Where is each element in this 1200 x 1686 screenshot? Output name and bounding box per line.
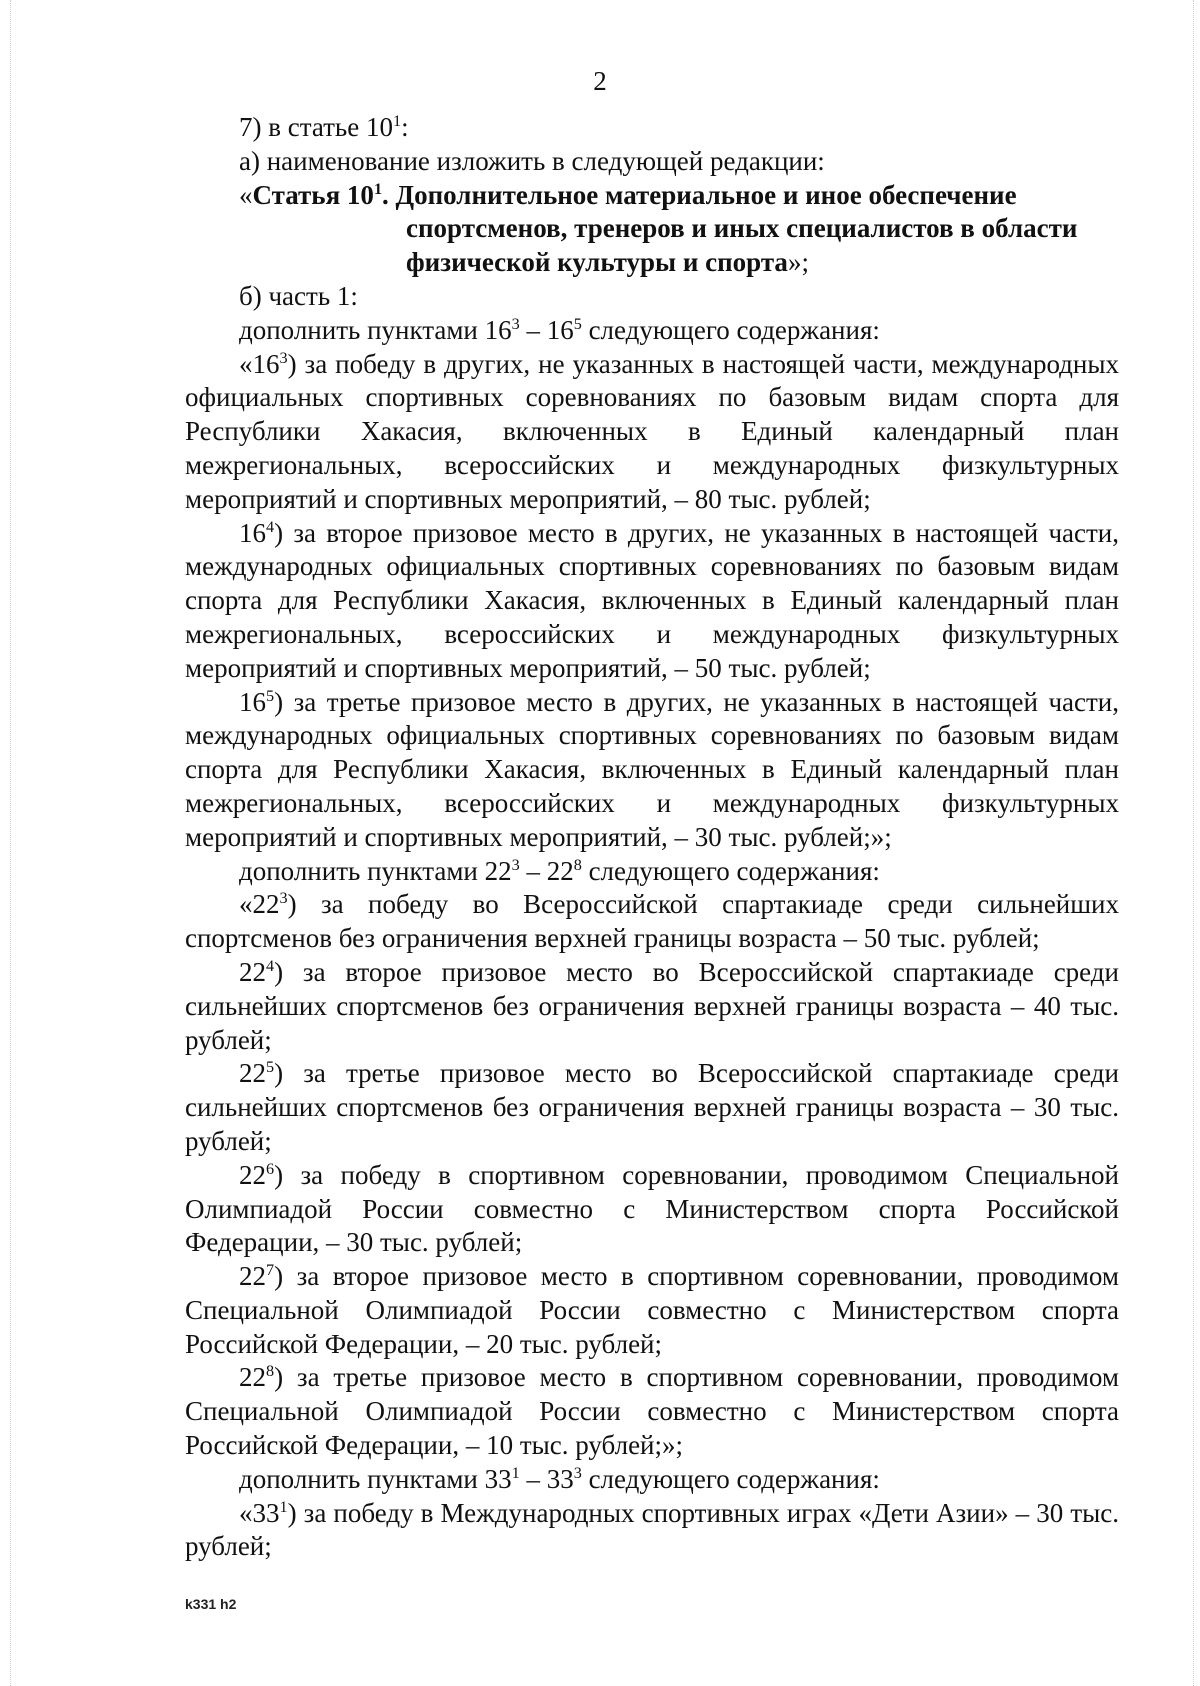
clause-22-8: $22^8$) за третье призовое место в спортивном соревновании, проводимом Специальной Олимпиадой России совместно с Министерством спорта Российской Федерации, – 10 тыс. рублей;»;	[185, 1362, 1119, 1461]
page-number: 2	[593, 66, 607, 96]
add-items-16: дополнить пунктами $16^3 - 16^5$ следующего содержания:	[239, 314, 880, 345]
clause-22-4: $22^4$) за второе призовое место во Всероссийской спартакиаде среди сильнейших спортсменов без ограничения верхней границы возраста – 40 тыс. рублей;	[185, 956, 1119, 1055]
item-7b: б) часть 1:	[239, 280, 358, 311]
document-body	[185, 111, 1119, 1564]
scan-edge-left	[10, 0, 11, 1686]
clause-22-6: $22^6$) за победу в спортивном соревновании, проводимом Специальной Олимпиадой России совместно с Министерством спорта Российской Федерации, – 30 тыс. рублей;	[185, 1159, 1119, 1258]
article-heading: «Статья $10^1$. Дополнительное материальное и иное обеспечение спортсменов, тренеров и иных специалистов в области физической культуры и спорта»;	[239, 179, 1078, 278]
document-code-footer: k331 h2	[185, 1596, 237, 1612]
clause-22-3: «$22^3$) за победу во Всероссийской спартакиаде среди сильнейших спортсменов без ограничения верхней границы возраста – 50 тыс. рублей;	[185, 889, 1119, 954]
scan-edge-right	[1193, 0, 1194, 1686]
clause-33-1: «$33^1$) за победу в Международных спортивных играх «Дети Азии» – 30 тыс. рублей;	[185, 1497, 1119, 1562]
heading-quote: «	[239, 179, 253, 210]
clause-16-3: «$16^3$) за победу в других, не указанных в настоящей части, международных официальных спортивных соревнованиях по базовым видам спорта для Республики Хакасия, включенных в Единый календарный план межрегиональных, всероссийских и международных физкультурных мероприятий и спортивных мероприятий, – 80 тыс. рублей;	[185, 348, 1119, 514]
add-items-22: дополнить пунктами $22^3 - 22^8$ следующего содержания:	[239, 855, 880, 886]
add-items-33: дополнить пунктами $33^1 - 33^3$ следующего содержания:	[239, 1463, 880, 1494]
clause-16-4: $16^4$) за второе призовое место в других, не указанных в настоящей части, международных официальных спортивных соревнованиях по базовым видам спорта для Республики Хакасия, включенных в Единый календарный план межрегиональных, всероссийских и международных физкультурных мероприятий и спортивных мероприятий, – 50 тыс. рублей;	[185, 517, 1119, 683]
item-7: 7) в статье $10^1$:	[239, 112, 409, 142]
clause-22-7: $22^7$) за второе призовое место в спортивном соревновании, проводимом Специальной Олимпиадой России совместно с Министерством спорта Российской Федерации, – 20 тыс. рублей;	[185, 1261, 1119, 1359]
clause-16-5: $16^5$) за третье призовое место в других, не указанных в настоящей части, международных официальных спортивных соревнованиях по базовым видам спорта для Республики Хакасия, включенных в Единый календарный план межрегиональных, всероссийских и международных физкультурных мероприятий и спортивных мероприятий, – 30 тыс. рублей;»;	[185, 686, 1119, 852]
item-7a: а) наименование изложить в следующей редакции:	[239, 145, 825, 176]
clause-22-5: $22^5$) за третье призовое место во Всероссийской спартакиаде среди сильнейших спортсменов без ограничения верхней границы возраста – 30 тыс. рублей;	[185, 1058, 1119, 1156]
